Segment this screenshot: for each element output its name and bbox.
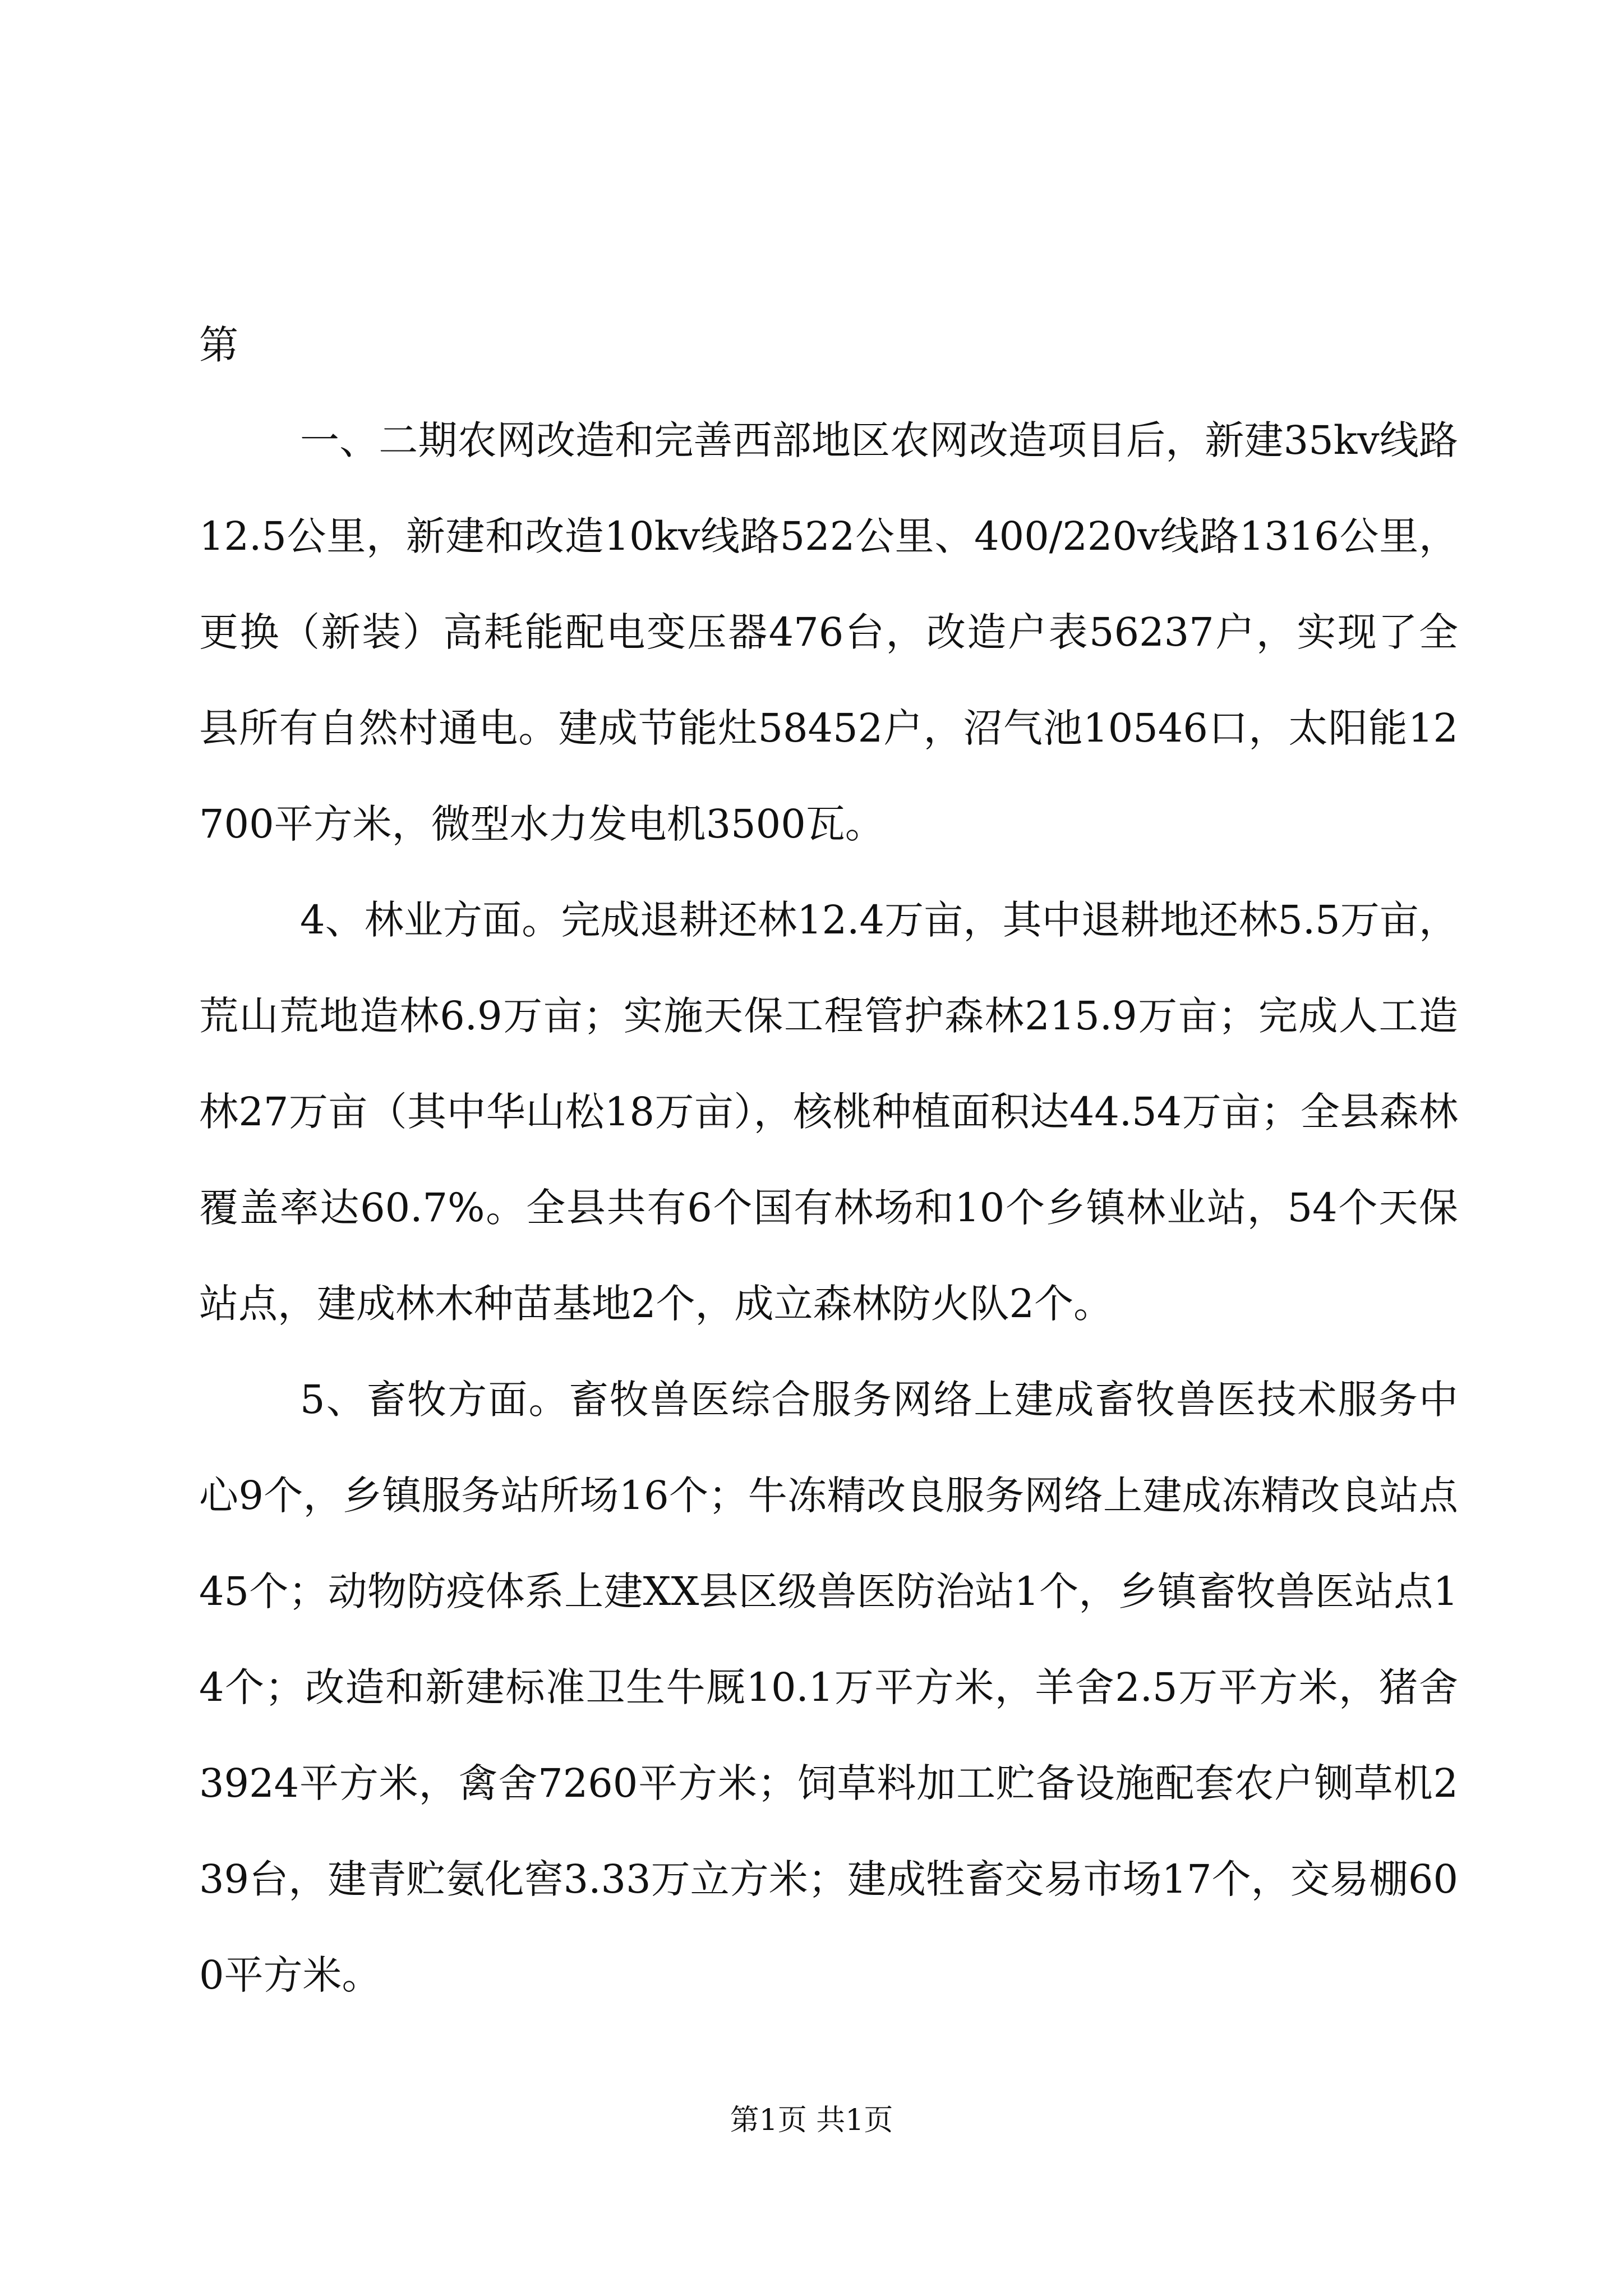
paragraph-livestock: 5、畜牧方面。畜牧兽医综合服务网络上建成畜牧兽医技术服务中心9个，乡镇服务站所场16个；牛冻精改良服务网络上建成冻精改良站点45个；动物防疫体系上建XX县区级兽医防治站1个，乡镇畜牧兽医站点14个；改造和新建标准卫生牛厩10.1万平方米，羊舍2.5万平方米，猪舍3924平方米，禽舍7260平方米；饲草料加工贮备设施配套农户铡草机239台，建青贮氨化窖3.33万立方米；建成牲畜交易市场17个，交易棚600平方米。 xyxy=(199,1377,1458,1998)
page-footer: 第1页 共1页 xyxy=(730,2104,893,2137)
paragraph-forestry: 4、林业方面。完成退耕还林12.4万亩，其中退耕地还林5.5万亩，荒山荒地造林6.9万亩；实施天保工程管护森林215.9万亩；完成人工造林27万亩（其中华山松18万亩），核桃种植面积达44.54万亩；全县森林覆盖率达60.7%。全县共有6个国有林场和10个乡镇林业站，54个天保站点，建成林木种苗基地2个，成立森林防火队2个。 xyxy=(199,897,1458,1327)
paragraph-power-grid: 一、二期农网改造和完善西部地区农网改造项目后，新建35kv线路12.5公里，新建和改造10kv线路522公里、400/220v线路1316公里，更换（新装）高耗能配电变压器476台，改造户表56237户，实现了全县所有自然村通电。建成节能灶58452户，沼气池10546口，太阳能12700平方米，微型水力发电机3500瓦。 xyxy=(199,417,1458,847)
document-body xyxy=(199,297,1458,2023)
heading-fragment: 第 xyxy=(199,322,238,368)
